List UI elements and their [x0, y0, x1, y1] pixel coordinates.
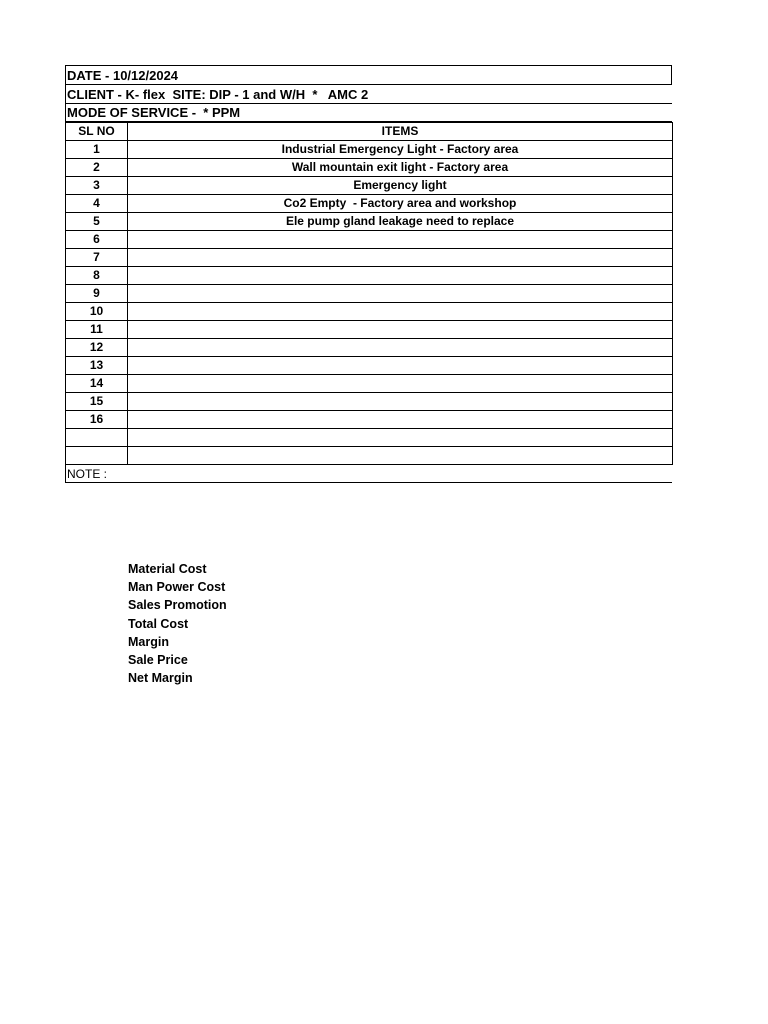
sl-no-cell [66, 429, 128, 447]
item-cell: Co2 Empty - Factory area and workshop [128, 195, 673, 213]
sl-no-cell: 9 [66, 285, 128, 303]
item-cell [128, 447, 673, 465]
sl-no-cell: 4 [66, 195, 128, 213]
table-row [66, 303, 673, 321]
item-cell [128, 249, 673, 267]
item-cell [128, 393, 673, 411]
cost-label-sales-promotion: Sales Promotion [128, 598, 227, 613]
cost-label-material: Material Cost [128, 562, 207, 576]
item-cell [128, 357, 673, 375]
sl-no-cell [66, 447, 128, 465]
item-cell [128, 411, 673, 429]
sl-no-cell: 5 [66, 213, 128, 231]
table-row [66, 159, 673, 177]
item-cell [128, 285, 673, 303]
client-line: CLIENT - K- flex SITE: DIP - 1 and W/H * AMC 2 [65, 85, 672, 104]
items-table [65, 122, 673, 465]
service-sheet [65, 65, 672, 483]
table-row [66, 267, 673, 285]
table-row [66, 195, 673, 213]
item-cell [128, 267, 673, 285]
item-cell [128, 375, 673, 393]
item-cell: Emergency light [128, 177, 673, 195]
cost-summary [128, 560, 227, 687]
table-row [66, 213, 673, 231]
table-row [66, 231, 673, 249]
table-row [66, 141, 673, 159]
sl-no-cell: 1 [66, 141, 128, 159]
table-row [66, 357, 673, 375]
item-cell [128, 321, 673, 339]
table-row [66, 411, 673, 429]
cost-label-net-margin: Net Margin [128, 671, 193, 686]
sl-no-cell: 14 [66, 375, 128, 393]
sl-no-cell: 13 [66, 357, 128, 375]
item-cell: Industrial Emergency Light - Factory area [128, 141, 673, 159]
sl-no-cell: 7 [66, 249, 128, 267]
table-header-row [66, 123, 673, 141]
item-cell [128, 231, 673, 249]
item-cell: Wall mountain exit light - Factory area [128, 159, 673, 177]
date-line: DATE - 10/12/2024 [65, 65, 672, 85]
cost-label-margin: Margin [128, 634, 169, 649]
table-row [66, 249, 673, 267]
cost-label-total: Total Cost [128, 616, 189, 631]
table-row [66, 339, 673, 357]
note-label: NOTE : [65, 465, 672, 483]
sl-no-cell: 8 [66, 267, 128, 285]
cost-label-sale-price: Sale Price [128, 652, 188, 667]
sl-no-cell: 6 [66, 231, 128, 249]
cost-label-man-power: Man Power Cost [128, 580, 226, 595]
item-cell [128, 303, 673, 321]
sl-no-cell: 12 [66, 339, 128, 357]
table-row [66, 447, 673, 465]
item-cell [128, 339, 673, 357]
table-row [66, 177, 673, 195]
header-items: ITEMS [128, 123, 673, 141]
sl-no-cell: 11 [66, 321, 128, 339]
sl-no-cell: 2 [66, 159, 128, 177]
table-row [66, 375, 673, 393]
table-row [66, 429, 673, 447]
table-row [66, 321, 673, 339]
item-cell [128, 429, 673, 447]
mode-of-service-line: MODE OF SERVICE - * PPM [65, 104, 672, 122]
header-sl-no: SL NO [66, 123, 128, 141]
sl-no-cell: 16 [66, 411, 128, 429]
sl-no-cell: 3 [66, 177, 128, 195]
sl-no-cell: 10 [66, 303, 128, 321]
sl-no-cell: 15 [66, 393, 128, 411]
table-row [66, 393, 673, 411]
table-row [66, 285, 673, 303]
item-cell: Ele pump gland leakage need to replace [128, 213, 673, 231]
